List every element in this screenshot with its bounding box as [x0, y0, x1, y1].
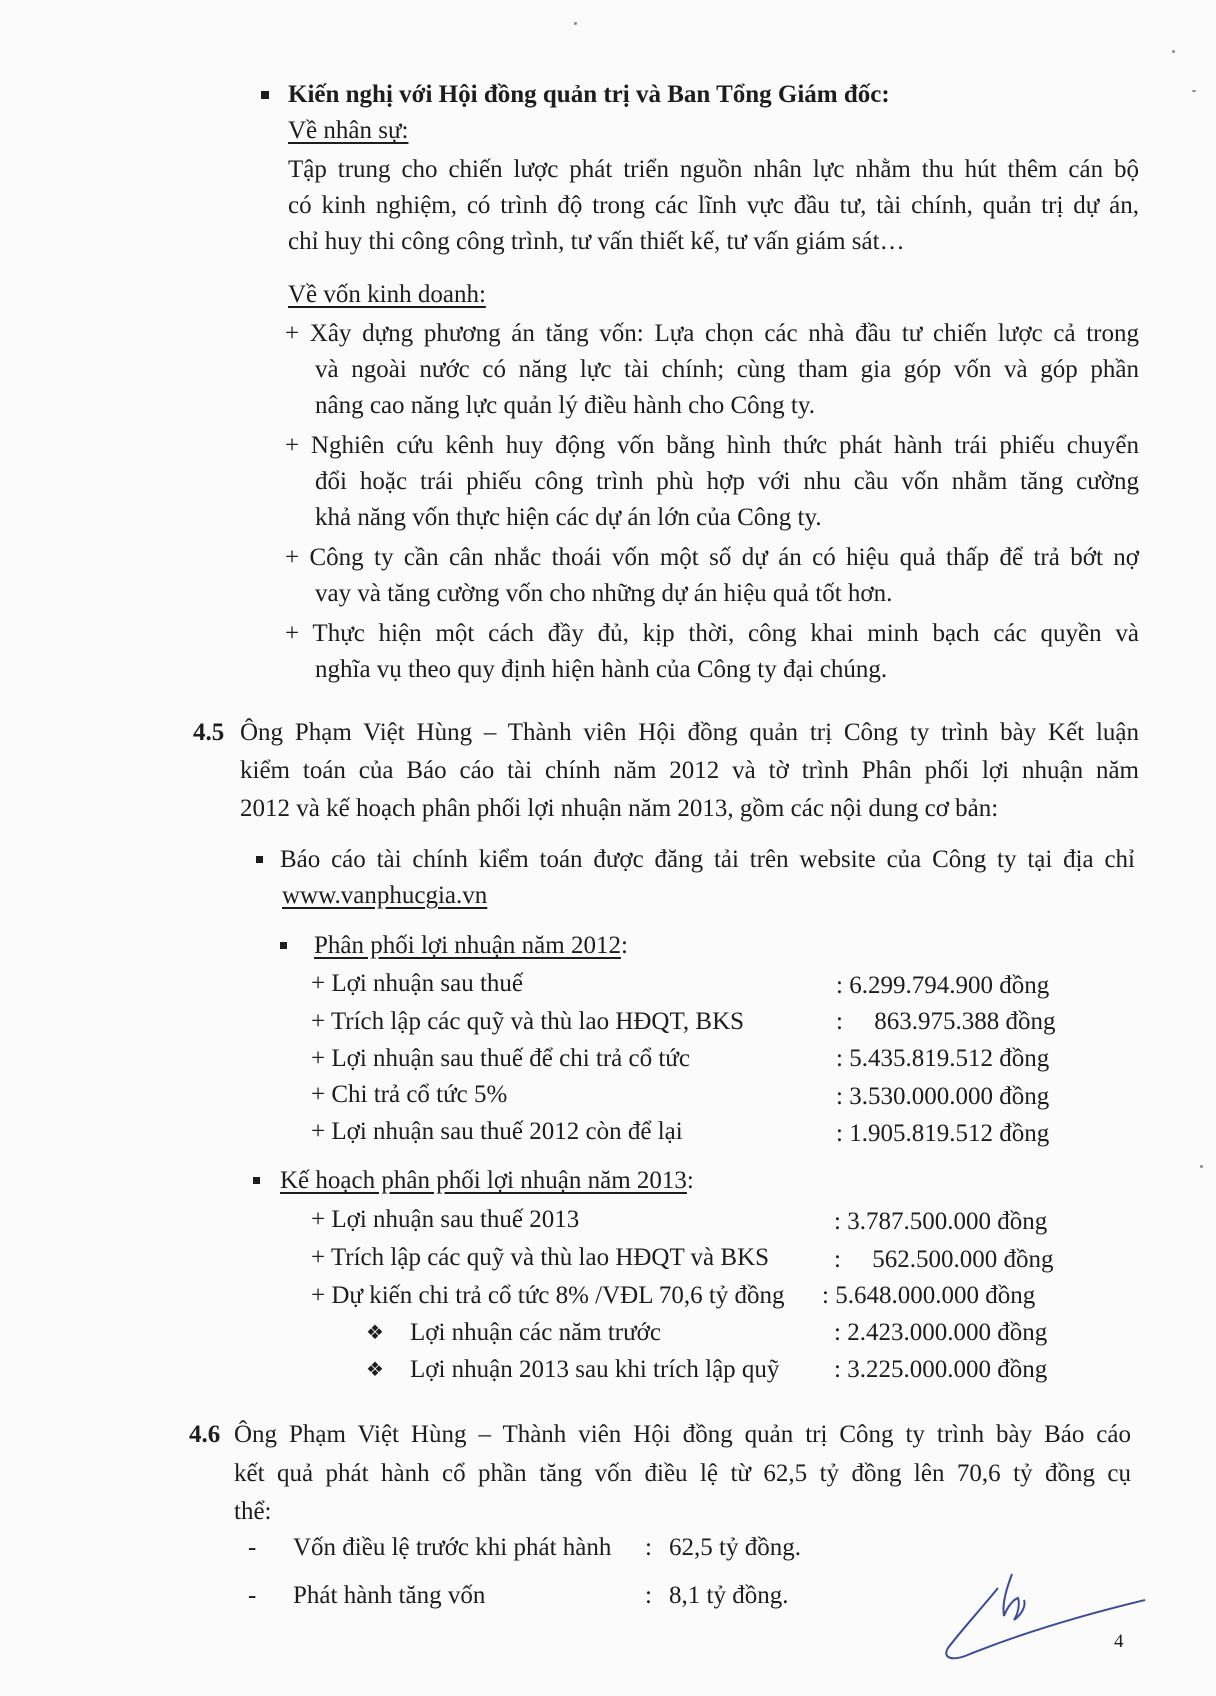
capital-item-line: nâng cao năng lực quản lý điều hành cho Công ty.: [315, 392, 815, 419]
item-colon: :: [645, 1534, 652, 1561]
item-label: Phát hành tăng vốn: [293, 1582, 486, 1609]
website-link[interactable]: www.vanphucgia.vn: [282, 882, 488, 909]
capital-item-line: + Xây dựng phương án tăng vốn: Lựa chọn các nhà đầu tư chiến lược cả trong: [285, 320, 1139, 347]
section-4-6-line: thể:: [234, 1498, 272, 1525]
dash-marker: -: [248, 1534, 257, 1561]
row-label: Lợi nhuận các năm trước: [410, 1319, 662, 1346]
item-value: 62,5 tỷ đồng.: [669, 1534, 801, 1561]
row-value: : 863.975.388 đồng: [836, 1008, 1056, 1035]
item-value: 8,1 tỷ đồng.: [669, 1582, 789, 1609]
square-bullet-icon: [253, 1177, 260, 1184]
plan-2013-heading: Kế hoạch phân phối lợi nhuận năm 2013:: [280, 1167, 694, 1194]
item-label: Vốn điều lệ trước khi phát hành: [293, 1534, 612, 1561]
row-label: + Trích lập các quỹ và thù lao HĐQT, BKS: [311, 1008, 745, 1035]
recommendations-heading: Kiến nghị với Hội đồng quản trị và Ban Tổng Giám đốc:: [288, 81, 890, 108]
capital-item-line: vay và tăng cường vốn cho những dự án hiệu quả tốt hơn.: [315, 580, 893, 607]
row-value: : 562.500.000 đồng: [834, 1246, 1054, 1273]
capital-item-line: nghĩa vụ theo quy định hiện hành của Công ty đại chúng.: [315, 656, 888, 683]
row-label: + Lợi nhuận sau thuế 2013: [311, 1206, 580, 1233]
row-value: : 2.423.000.000 đồng: [834, 1319, 1048, 1346]
section-4-6-line: Ông Phạm Việt Hùng – Thành viên Hội đồng quản trị Công ty trình bày Báo cáo: [234, 1421, 1131, 1448]
capital-item-line: khả năng vốn thực hiện các dự án lớn của Công ty.: [315, 504, 822, 531]
signature-mark: [940, 1570, 1160, 1670]
square-bullet-icon: [280, 942, 287, 949]
capital-item-line: + Thực hiện một cách đầy đủ, kịp thời, công khai minh bạch các quyền và: [285, 620, 1139, 647]
section-4-5-line: 2012 và kế hoạch phân phối lợi nhuận năm 2013, gồm các nội dung cơ bản:: [240, 795, 999, 822]
page-number: 4: [1114, 1631, 1124, 1652]
scan-speck: [1200, 1165, 1203, 1168]
capital-heading: Về vốn kinh doanh:: [288, 281, 486, 308]
row-value: : 3.530.000.000 đồng: [836, 1083, 1050, 1110]
dash-marker: -: [248, 1582, 257, 1609]
scan-speck: [574, 22, 577, 25]
personnel-heading: Về nhân sự:: [288, 117, 409, 144]
distribution-2012-heading: Phân phối lợi nhuận năm 2012:: [314, 932, 628, 959]
row-label: + Lợi nhuận sau thuế 2012 còn để lại: [311, 1118, 683, 1145]
capital-item-line: + Công ty cần cân nhắc thoái vốn một số dự án có hiệu quả thấp để trả bớt nợ: [285, 544, 1139, 571]
row-label: + Chi trả cổ tức 5%: [311, 1081, 508, 1108]
row-value: : 3.225.000.000 đồng: [834, 1356, 1048, 1383]
scan-speck: [1192, 90, 1196, 92]
row-value: : 5.435.819.512 đồng: [836, 1045, 1050, 1072]
diamond-bullet-icon: ❖: [366, 1322, 384, 1344]
personnel-line: chỉ huy thi công công trình, tư vấn thiết kế, tư vấn giám sát…: [288, 228, 905, 255]
scan-speck: [1172, 50, 1175, 53]
section-number: 4.5: [193, 719, 225, 746]
diamond-bullet-icon: ❖: [366, 1359, 384, 1381]
section-4-6-line: kết quả phát hành cổ phần tăng vốn điều lệ từ 62,5 tỷ đồng lên 70,6 tỷ đồng cụ: [234, 1460, 1131, 1487]
row-label: + Dự kiến chi trả cổ tức 8% /VĐL 70,6 tỷ đồng: [311, 1282, 785, 1309]
square-bullet-icon: [256, 856, 263, 863]
section-4-5-line: Ông Phạm Việt Hùng – Thành viên Hội đồng quản trị Công ty trình bày Kết luận: [240, 719, 1139, 746]
row-value: : 3.787.500.000 đồng: [834, 1208, 1048, 1235]
section-number: 4.6: [189, 1421, 221, 1448]
item-colon: :: [645, 1582, 652, 1609]
report-line: Báo cáo tài chính kiểm toán được đăng tải trên website của Công ty tại địa chỉ: [280, 846, 1135, 873]
row-label: + Lợi nhuận sau thuế để chi trả cổ tức: [311, 1045, 690, 1072]
row-value: : 6.299.794.900 đồng: [836, 972, 1050, 999]
row-label: + Lợi nhuận sau thuế: [311, 970, 523, 997]
personnel-line: Tập trung cho chiến lược phát triển nguồn nhân lực nhằm thu hút thêm cán bộ: [288, 156, 1139, 183]
square-bullet-icon: [261, 91, 269, 99]
row-value: : 1.905.819.512 đồng: [836, 1120, 1050, 1147]
capital-item-line: đổi hoặc trái phiếu công trình phù hợp với nhu cầu vốn nhằm tăng cường: [315, 468, 1139, 495]
capital-item-line: + Nghiên cứu kênh huy động vốn bằng hình thức phát hành trái phiếu chuyển: [285, 432, 1139, 459]
row-value: : 5.648.000.000 đồng: [822, 1282, 1036, 1309]
section-4-5-line: kiểm toán của Báo cáo tài chính năm 2012 và tờ trình Phân phối lợi nhuận năm: [240, 757, 1139, 784]
row-label: + Trích lập các quỹ và thù lao HĐQT và BKS: [311, 1244, 770, 1271]
personnel-line: có kinh nghiệm, có trình độ trong các lĩnh vực đầu tư, tài chính, quản trị dự án,: [288, 192, 1139, 219]
row-label: Lợi nhuận 2013 sau khi trích lập quỹ: [410, 1356, 780, 1383]
capital-item-line: và ngoài nước có năng lực tài chính; cùng tham gia góp vốn và góp phần: [315, 356, 1139, 383]
